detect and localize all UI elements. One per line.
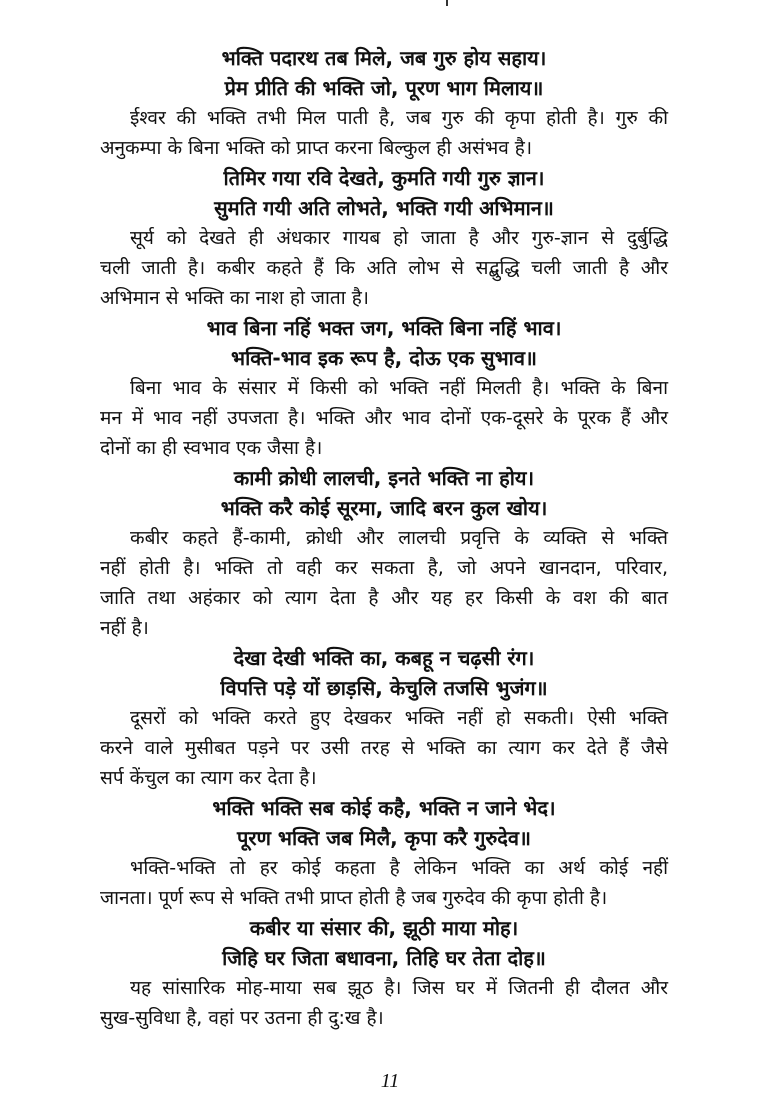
couplet-line: पूरण भक्ति जब मिलै, कृपा करै गुरुदेव॥ [236, 826, 532, 850]
explanation-line: जानता। पूर्ण रूप से भक्ति तभी प्राप्त होती है जब गुरुदेव की कृपा होती है। [100, 887, 608, 909]
explanation-line: मन में भाव नहीं उपजता है। भक्ति और भाव दोनों एक-दूसरे के पूरक हैं और [100, 407, 668, 429]
explanation-line: दूसरों को भक्ति करते हुए देखकर भक्ति नहीं हो सकती। ऐसी भक्ति [130, 707, 668, 729]
couplet-line: तिमिर गया रवि देखते, कुमति गयी गुरु ज्ञान। [223, 166, 545, 190]
couplet-line: विपत्ति पड़े यों छाड़सि, केचुलि तजसि भुजंग॥ [220, 676, 548, 700]
explanation-line: अभिमान से भक्ति का नाश हो जाता है। [100, 287, 370, 309]
couplet-line: प्रेम प्रीति की भक्ति जो, पूरण भाग मिलाय॥ [224, 76, 544, 100]
couplet-line: भक्ति पदारथ तब मिले, जब गुरु होय सहाय। [221, 46, 547, 70]
explanation-line: अनुकम्पा के बिना भक्ति को प्राप्त करना बिल्कुल ही असंभव है। [100, 137, 533, 159]
page-number: 11 [380, 1070, 400, 1092]
explanation-line: ईश्वर की भक्ति तभी मिल पाती है, जब गुरु की कृपा होती है। गुरु की [130, 107, 668, 129]
couplet-section [100, 643, 668, 793]
explanation-line: नहीं होती है। भक्ति तो वही कर सकता है, जो अपने खानदान, परिवार, [100, 557, 668, 579]
explanation-line: यह सांसारिक मोह-माया सब झूठ है। जिस घर में जितनी ही दौलत और [130, 977, 668, 999]
explanation-line: बिना भाव के संसार में किसी को भक्ति नहीं मिलती है। भक्ति के बिना [130, 377, 668, 399]
explanation-line: भक्ति-भक्ति तो हर कोई कहता है लेकिन भक्ति का अर्थ कोई नहीं [130, 857, 668, 879]
explanation-line: सूर्य को देखते ही अंधकार गायब हो जाता है और गुरु-ज्ञान से दुर्बुद्धि [130, 227, 668, 249]
couplet-line: देखा देखी भक्ति का, कबहू न चढ़सी रंग। [233, 646, 535, 670]
couplet-section [100, 913, 668, 1033]
couplet-section [100, 163, 668, 313]
couplet-line: भक्ति करै कोई सूरमा, जादि बरन कुल खोय। [220, 496, 548, 520]
document-page [100, 43, 668, 1033]
explanation-line: दोनों का ही स्वभाव एक जैसा है। [100, 437, 323, 459]
explanation-line: नहीं है। [100, 617, 149, 639]
couplet-line: भाव बिना नहिं भक्त जग, भक्ति बिना नहिं भाव। [206, 316, 562, 340]
couplet-line: भक्ति-भाव इक रूप है, दोऊ एक सुभाव॥ [231, 346, 537, 370]
couplet-section [100, 43, 668, 163]
explanation-line: करने वाले मुसीबत पड़ने पर उसी तरह से भक्ति का त्याग कर देते हैं जैसे [100, 737, 668, 759]
scan-mark [446, 0, 448, 6]
explanation-line: जाति तथा अहंकार को त्याग देता है और यह हर किसी के वश की बात [100, 587, 668, 609]
couplet-section [100, 313, 668, 463]
explanation-line: सुख-सुविधा है, वहां पर उतना ही दु:ख है। [100, 1007, 384, 1029]
couplet-section [100, 463, 668, 643]
explanation-line: चली जाती है। कबीर कहते हैं कि अति लोभ से सद्बुद्धि चली जाती है और [100, 257, 668, 279]
couplet-line: भक्ति भक्ति सब कोई कहै, भक्ति न जाने भेद। [212, 796, 556, 820]
couplet-line: कामी क्रोधी लालची, इनते भक्ति ना होय। [233, 466, 535, 490]
couplet-section [100, 793, 668, 913]
explanation-line: सर्प केंचुल का त्याग कर देता है। [100, 767, 317, 789]
couplet-line: सुमति गयी अति लोभते, भक्ति गयी अभिमान॥ [214, 196, 554, 220]
couplet-line: जिहि घर जिता बधावना, तिहि घर तेता दोह॥ [222, 946, 546, 970]
couplet-line: कबीर या संसार की, झूठी माया मोह। [249, 916, 519, 940]
explanation-line: कबीर कहते हैं-कामी, क्रोधी और लालची प्रवृत्ति के व्यक्ति से भक्ति [130, 527, 668, 549]
